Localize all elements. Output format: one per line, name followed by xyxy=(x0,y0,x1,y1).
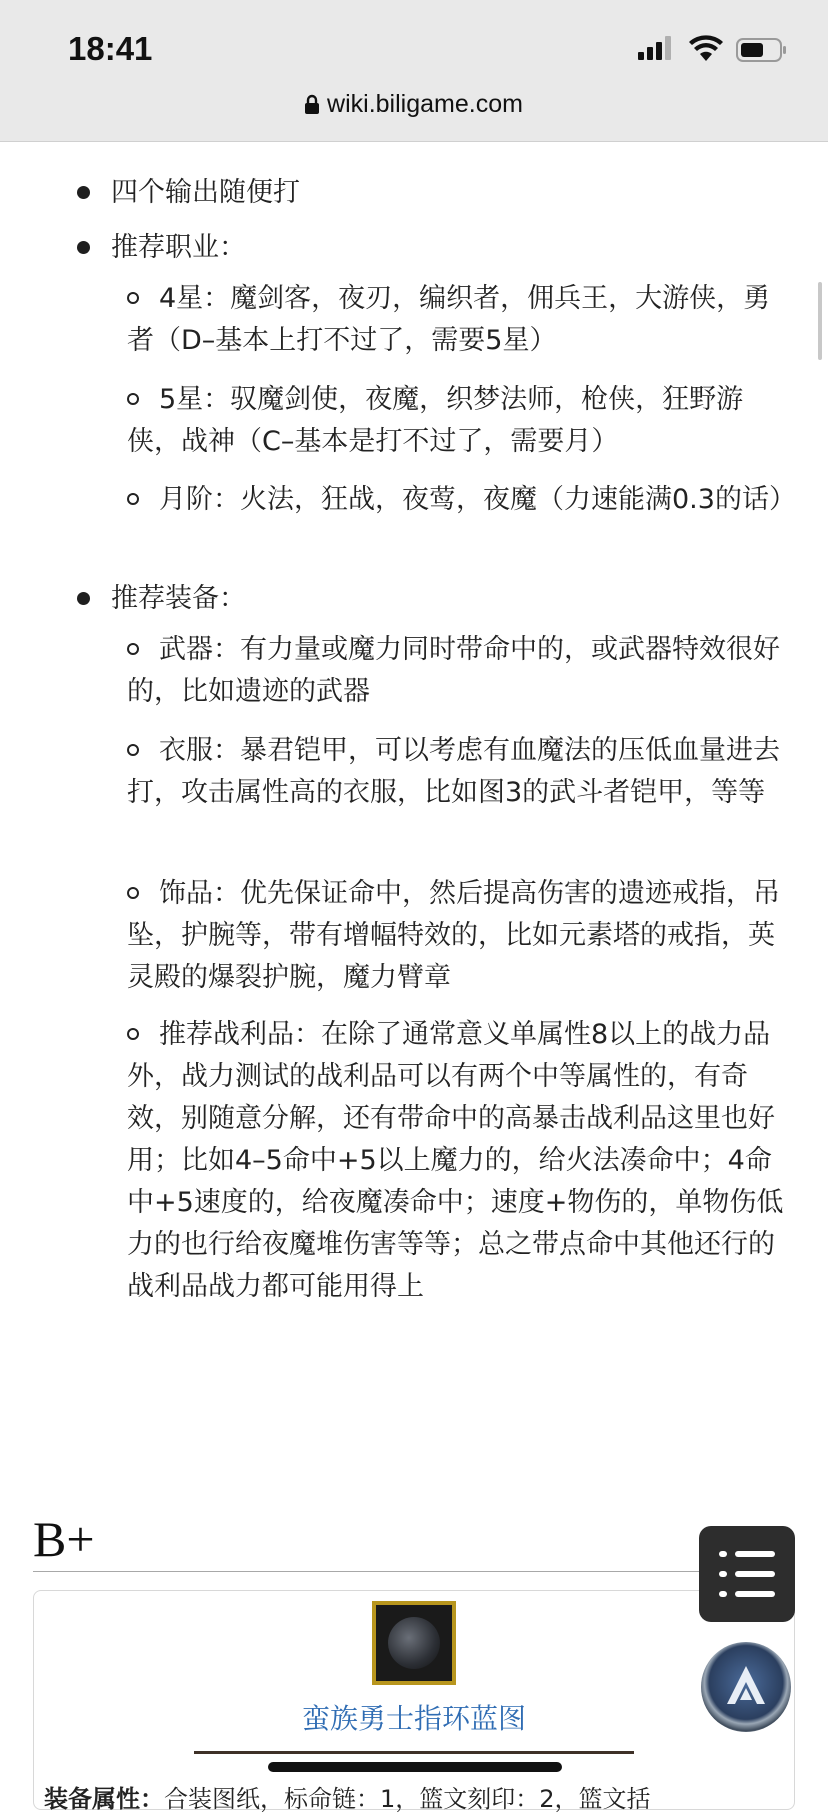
sub-list-item xyxy=(127,1014,787,1308)
sub-list-item xyxy=(127,379,787,463)
status-bar xyxy=(0,0,828,142)
circle-bullet-icon xyxy=(127,744,139,756)
site-logo-button[interactable] xyxy=(701,1642,791,1732)
circle-bullet-icon xyxy=(127,493,139,505)
list-icon xyxy=(719,1591,775,1597)
home-indicator[interactable] xyxy=(268,1762,562,1772)
sub-list-item-text: 衣服：暴君铠甲，可以考虑有血魔法的压低血量进去打，攻击属性高的衣服，比如图3的武斗者铠甲，等等 xyxy=(127,735,780,808)
item-title-divider xyxy=(194,1751,634,1754)
circle-bullet-icon xyxy=(127,292,139,304)
list-icon xyxy=(719,1571,775,1577)
bullet-icon xyxy=(77,592,90,605)
address-bar[interactable] xyxy=(0,90,828,119)
sub-list-item xyxy=(127,479,796,521)
sub-list-item xyxy=(127,873,787,999)
list-item-text: 推荐职业： xyxy=(111,232,246,263)
scrollbar[interactable] xyxy=(818,282,822,360)
item-attributes-label: 装备属性： xyxy=(44,1785,164,1813)
item-card xyxy=(33,1590,795,1813)
url-text: wiki.biligame.com xyxy=(327,90,523,118)
circle-bullet-icon xyxy=(127,393,139,405)
list-item-text: 四个输出随便打 xyxy=(111,177,300,208)
clock: 18:41 xyxy=(68,30,153,67)
cellular-signal-icon xyxy=(638,36,674,60)
sub-list-item xyxy=(127,629,787,713)
arrow-logo-icon xyxy=(701,1642,791,1732)
lock-icon xyxy=(305,94,319,114)
circle-bullet-icon xyxy=(127,887,139,899)
list-item-text: 推荐装备： xyxy=(111,583,246,614)
sub-list-item xyxy=(127,730,787,814)
ring-blueprint-icon[interactable] xyxy=(372,1601,456,1685)
wifi-icon xyxy=(688,34,724,62)
circle-bullet-icon xyxy=(127,643,139,655)
sub-list-item xyxy=(127,278,787,362)
item-icon-image xyxy=(388,1617,440,1669)
sub-list-item-text: 月阶：火法，狂战，夜莺，夜魔（力速能满0.3的话） xyxy=(159,484,796,515)
item-attributes-text: 合装图纸，标命链：1，篮文刻印：2，篮文括 xyxy=(164,1785,651,1813)
sub-list-item-text: 饰品：优先保证命中，然后提高伤害的遗迹戒指，吊坠，护腕等，带有增幅特效的，比如元素塔的戒指，英灵殿的爆裂护腕，魔力臂章 xyxy=(127,878,780,993)
bullet-icon xyxy=(77,241,90,254)
sub-list-item-text: 推荐战利品：在除了通常意义单属性8以上的战力品外，战力测试的战利品可以有两个中等属性的，有奇效，别随意分解，还有带命中的高暴击战利品这里也好用；比如4–5命中+5以上魔力的，给火法凑命中；4命中+5速度的，给夜魔凑命中；速度+物伤的，单物伤低力的也行给夜魔堆伤害等等；总之带点命中其他还行的战利品战力都可能用得上 xyxy=(127,1019,784,1302)
item-attributes xyxy=(44,1779,651,1814)
section-heading: B+ xyxy=(33,1511,95,1567)
sub-list-item-text: 武器：有力量或魔力同时带命中的，或武器特效很好的，比如遗迹的武器 xyxy=(127,634,780,707)
circle-bullet-icon xyxy=(127,1028,139,1040)
battery-icon xyxy=(736,38,788,62)
heading-divider xyxy=(33,1571,793,1572)
bullet-icon xyxy=(77,186,90,199)
list-icon xyxy=(719,1551,775,1557)
item-title-link[interactable]: 蛮族勇士指环蓝图 xyxy=(301,1702,526,1735)
sub-list-item-text: 5星：驭魔剑使，夜魔，织梦法师，枪侠，狂野游侠，战神（C–基本是打不过了，需要月） xyxy=(127,384,744,457)
table-of-contents-button[interactable] xyxy=(699,1526,795,1622)
sub-list-item-text: 4星：魔剑客，夜刃，编织者，佣兵王，大游侠，勇者（D–基本上打不过了，需要5星） xyxy=(127,283,771,356)
